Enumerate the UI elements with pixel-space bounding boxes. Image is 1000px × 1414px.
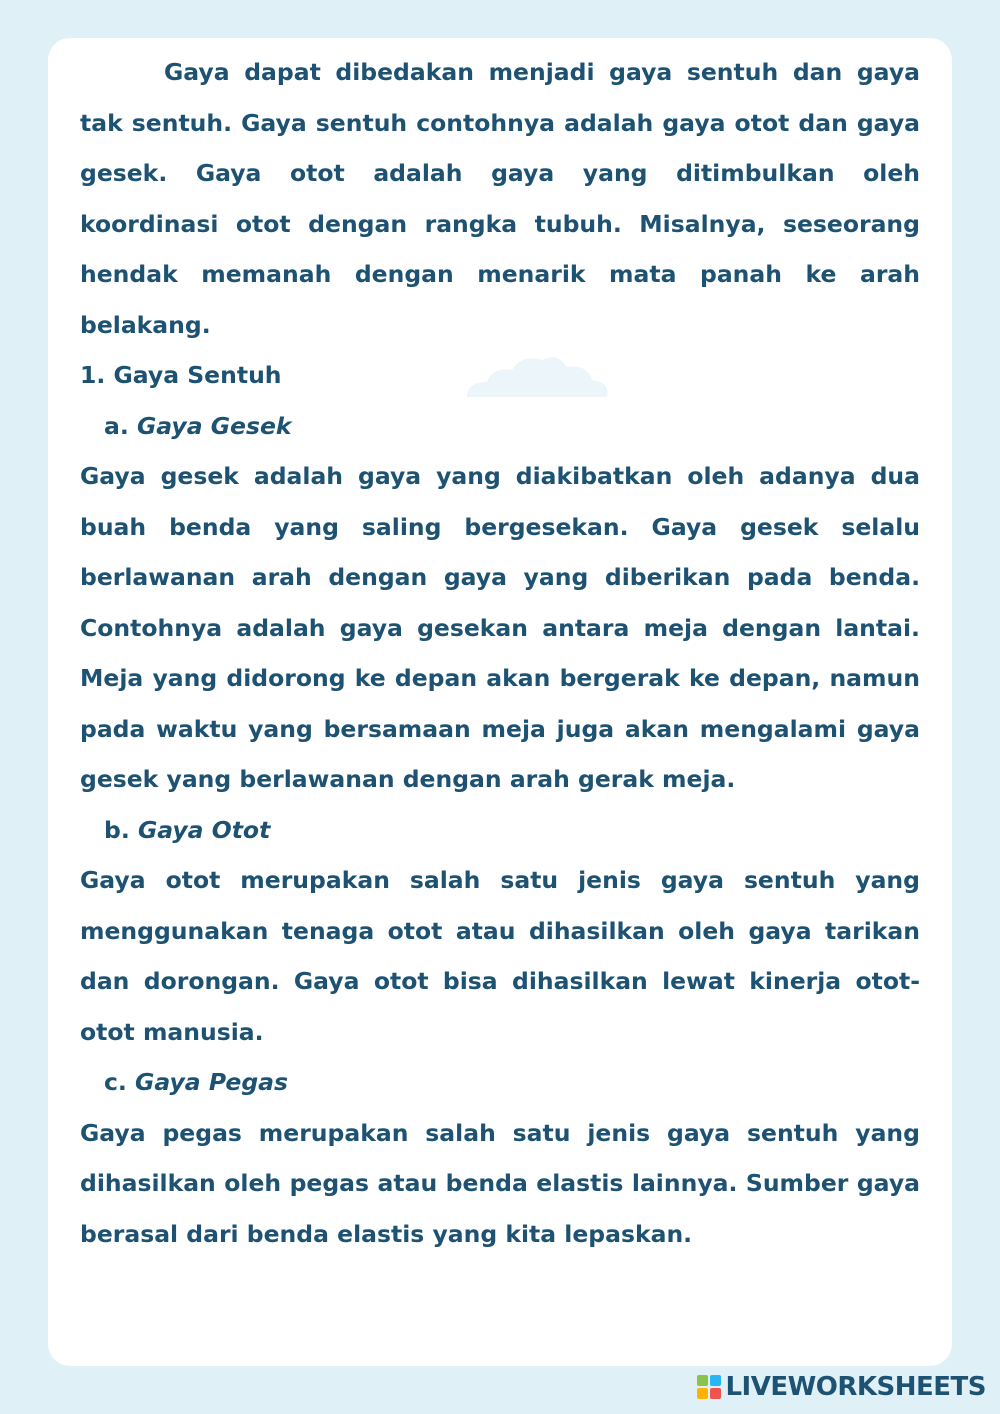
liveworksheets-logo-icon — [697, 1375, 721, 1399]
subheading-gaya-gesek — [80, 401, 920, 452]
subheading-gaya-pegas — [80, 1057, 920, 1108]
brand-name: LIVEWORKSHEETS — [725, 1372, 986, 1402]
section-heading-gaya-sentuh — [80, 350, 920, 401]
section-title: Gaya Sentuh — [113, 361, 282, 389]
subheading-letter: b. — [104, 815, 130, 844]
worksheet-content — [80, 47, 920, 1259]
paragraph-gaya-otot: Gaya otot merupakan salah satu jenis gaya sentuh yang menggunakan tenaga otot atau dihasilkan oleh gaya tarikan dan dorongan. Gaya otot bisa dihasilkan lewat kinerja otot-otot manusia. — [80, 866, 920, 1046]
intro-paragraph: Gaya dapat dibedakan menjadi gaya sentuh dan gaya tak sentuh. Gaya sentuh contohnya adalah gaya otot dan gaya gesek. Gaya otot adalah gaya yang ditimbulkan oleh koordinasi otot dengan rangka tubuh. Misalnya, seseorang hendak memanah dengan menarik mata panah ke arah belakang. — [80, 58, 920, 339]
subheading-title: Gaya Otot — [137, 815, 271, 844]
paragraph-gaya-pegas: Gaya pegas merupakan salah satu jenis gaya sentuh yang dihasilkan oleh pegas atau benda elastis lainnya. Sumber gaya berasal dari benda elastis yang kita lepaskan. — [80, 1118, 920, 1248]
subheading-title: Gaya Gesek — [136, 411, 292, 440]
subheading-letter: c. — [104, 1068, 127, 1096]
section-number: 1. — [80, 361, 106, 389]
subheading-letter: a. — [104, 411, 129, 440]
subheading-title: Gaya Pegas — [135, 1068, 289, 1096]
liveworksheets-brand — [697, 1372, 986, 1402]
subheading-gaya-otot — [80, 805, 920, 856]
paragraph-gaya-gesek: Gaya gesek adalah gaya yang diakibatkan oleh adanya dua buah benda yang saling bergesekan. Gaya gesek selalu berlawanan arah dengan gaya yang diberikan pada benda. Contohnya adalah gaya gesekan antara meja dengan lantai. Meja yang didorong ke depan akan bergerak ke depan, namun pada waktu yang bersamaan meja juga akan mengalami gaya gesek yang berlawanan dengan arah gerak meja. — [80, 462, 920, 793]
